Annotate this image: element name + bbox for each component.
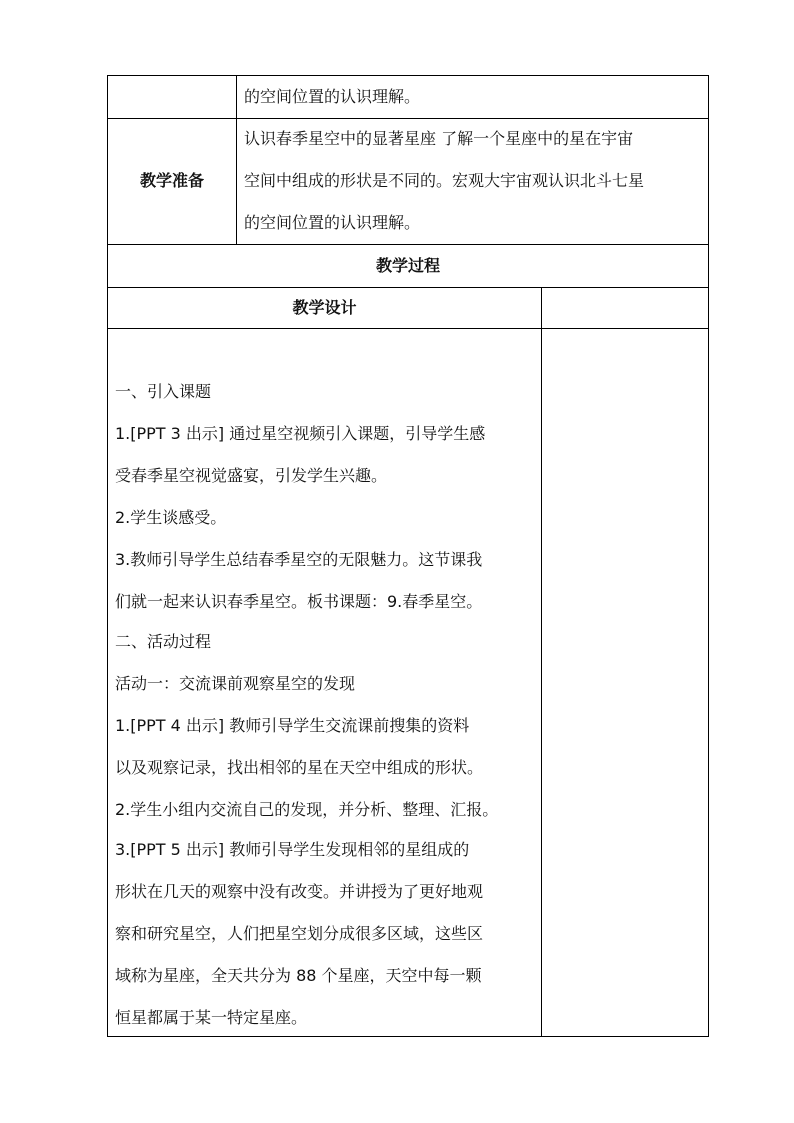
design-line-5: 3.教师引导学生总结春季星空的无限魅力。这节课我	[115, 550, 483, 569]
design-line-15: 域称为星座，全天共分为 88 个星座，天空中每一颗	[115, 966, 482, 985]
design-line-10: 以及观察记录，找出相邻的星在天空中组成的形状。	[115, 758, 484, 777]
design-line-3: 受春季星空视觉盛宴，引发学生兴趣。	[115, 466, 388, 485]
prep-line-2: 空间中组成的形状是不同的。宏观大宇宙观认识北斗七星	[244, 171, 645, 190]
design-line-13: 形状在几天的观察中没有改变。并讲授为了更好地观	[115, 882, 484, 901]
design-line-11: 2.学生小组内交流自己的发现，并分析、整理、汇报。	[115, 800, 499, 819]
design-title: 教学设计	[292, 298, 357, 317]
design-line-6: 们就一起来认识春季星空。板书课题：9.春季星空。	[115, 592, 483, 611]
table-border-prep-bottom	[107, 244, 709, 245]
design-line-9: 1.[PPT 4 出示] 教师引导学生交流课前搜集的资料	[115, 716, 470, 735]
design-line-12: 3.[PPT 5 出示] 教师引导学生发现相邻的星组成的	[115, 840, 470, 859]
row1-text: 的空间位置的认识理解。	[244, 87, 421, 106]
prep-label: 教学准备	[139, 171, 204, 190]
table-border-bottom	[107, 1036, 709, 1037]
prep-line-3: 的空间位置的认识理解。	[244, 213, 421, 232]
design-line-1: 一、引入课题	[115, 382, 212, 401]
design-line-16: 恒星都属于某一特定星座。	[115, 1008, 308, 1027]
table-border-process-bottom	[107, 287, 709, 288]
prep-line-1: 认识春季星空中的显著星座 了解一个星座中的星在宇宙	[244, 129, 634, 148]
table-border-top	[107, 75, 709, 76]
table-border-row1-bottom	[107, 118, 709, 119]
design-line-14: 察和研究星空，人们把星空划分成很多区域，这些区	[115, 924, 484, 943]
design-line-7: 二、活动过程	[115, 632, 212, 651]
design-line-2: 1.[PPT 3 出示] 通过星空视频引入课题，引导学生感	[115, 424, 486, 443]
table-divider-label-column	[236, 75, 237, 244]
design-line-4: 2.学生谈感受。	[115, 508, 227, 527]
table-border-right	[708, 75, 709, 1037]
table-border-left	[107, 75, 108, 1037]
table-divider-notes-column	[541, 287, 542, 1037]
design-line-8: 活动一：交流课前观察星空的发现	[115, 674, 356, 693]
table-border-design-header-bottom	[107, 328, 709, 329]
process-title: 教学过程	[375, 256, 440, 275]
